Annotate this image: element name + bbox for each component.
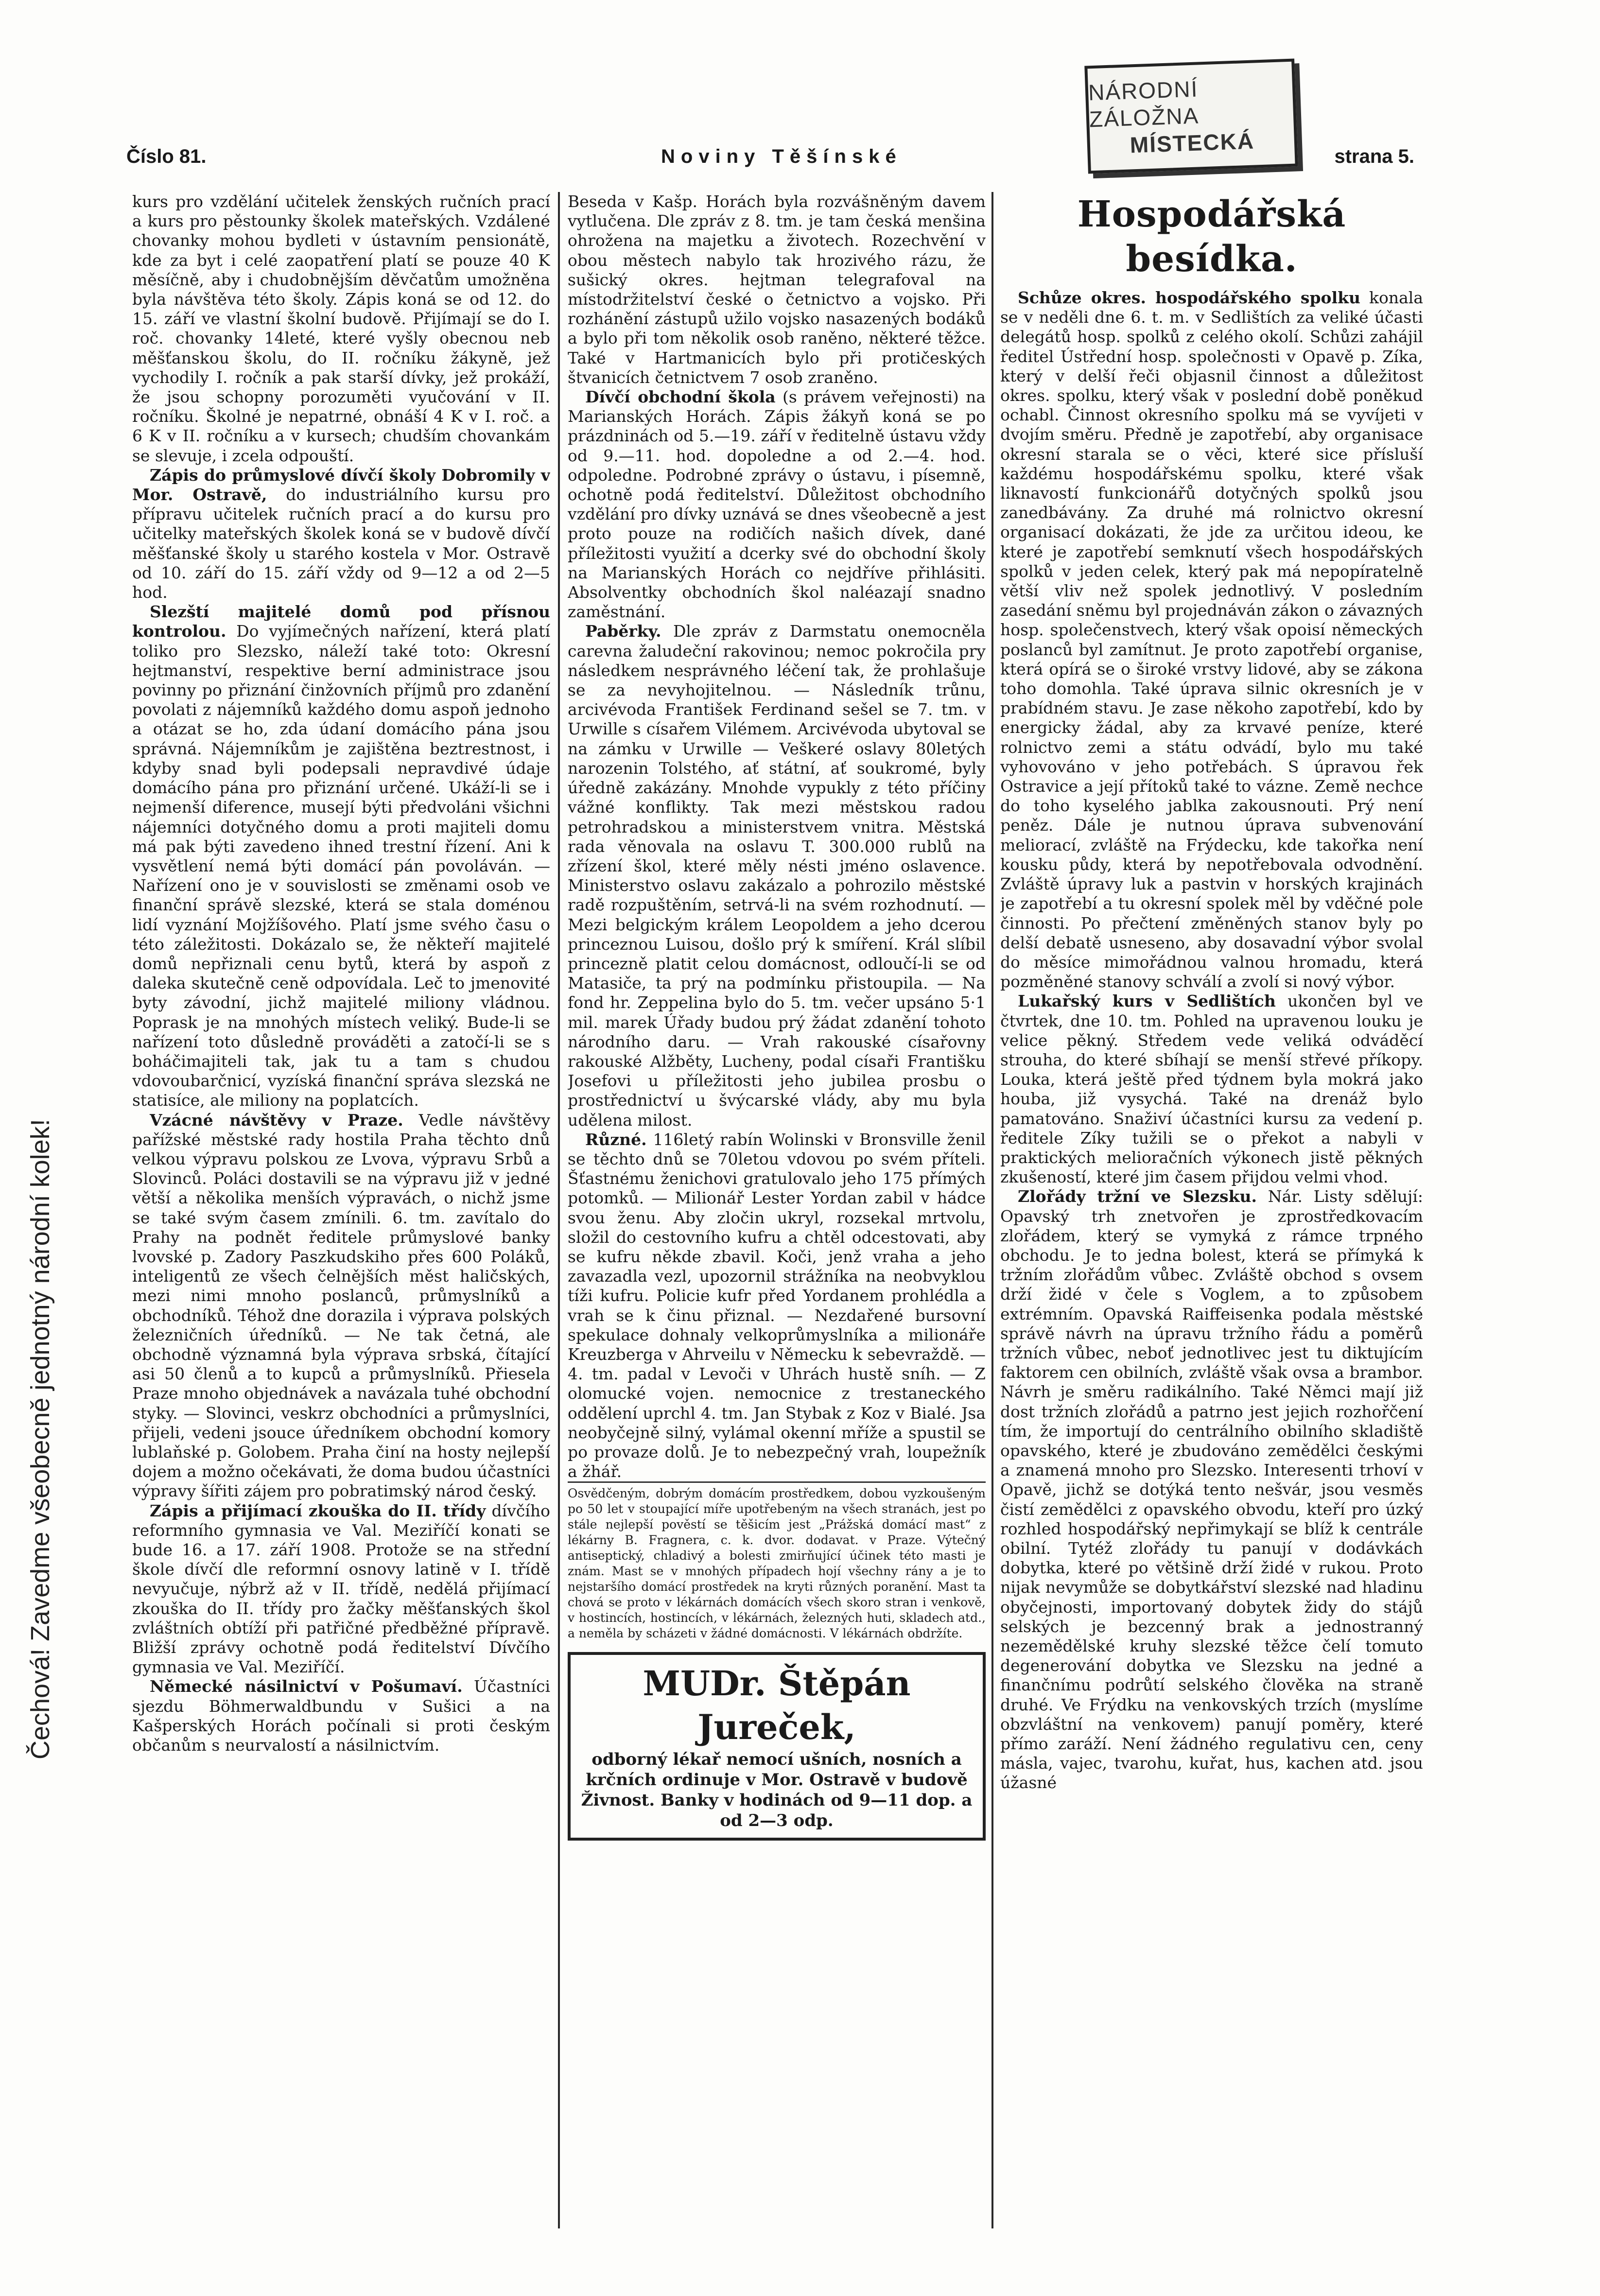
stamp-line-2: MÍSTECKÁ (1129, 128, 1255, 158)
article-paragraph: kurs pro vzdělání učitelek ženských ručních prací a kurs pro pěstounky školek mateřských. Vzdálené chovanky mohou bydleti v ústavním pensionátě, kde za byt i celé zaopatření platí se pouze 40 K měsíčně, aby i chudobnějším děvčatům umožněna byla návštěva této školy. Zápis koná se od 12. do 15. září ve vlastní školní budově. Přijímají se do I. roč. chovanky 14leté, které vyšly obecnou neb měšťanskou školu, do II. ročníku žákyně, jež vychodily I. ročník a pak starší dívky, jež prokáží, že jsou schopny porozuměti vyučování v II. ročníku. Školné je nepatrné, obnáší 4 K v I. roč. a 6 K v II. ročníku a v kursech; chudším chovankám se slevuje, i zcela odpouští. (132, 192, 550, 465)
article-paragraph: Vzácné návštěvy v Praze. Vedle návštěvy pařížské městské rady hostila Praha těchto dnů velkou výpravu polskou ze Lvova, výpravu Srbů a Slovinců. Poláci dostavili se na výpravu již v jedné větší a několika menších výpravách, o nichž jsme se také svým časem zmínili. 6. tm. zavítalo do Prahy na podnět ředitele průmyslové banky lvovské p. Zadory Paszkudskiho přes 600 Poláků, inteligentů ze všech čelnějších měst haličských, mezi nimi mnoho poslanců, průmyslníků a obchodníků. Téhož dne dorazila i výprava polských železničních úředníků. — Ne tak četná, ale obchodně významná byla výprava srbská, čítající asi 50 členů a to kupců a průmyslníků. Přiesela Praze mnoho objednávek a navázala tuhé obchodní styky. — Slovinci, veskrz obchodníci a průmyslníci, přijeli, vedeni jsouce úředníkem obchodní komory lublaňské p. Golobem. Praha činí na hosty nejlepší dojem a možno očekávati, že doma budou účastníci výpravy šířiti zájem pro pobratimský národ český. (132, 1110, 550, 1501)
margin-note-text: Čechová! Zavedme všeobecně jednotný národní kolek! (26, 1119, 55, 1759)
column-divider-2 (991, 192, 993, 2228)
article-heading: Zápis do průmyslové dívčí školy Dobromily v Mor. Ostravě, (132, 465, 550, 504)
article-paragraph: Schůze okres. hospodářského spolku konala se v neděli dne 6. t. m. v Sedlištích za veliké účasti delegátů hosp. spolků z celého okolí. Schůzi zahájil ředitel Ústřední hosp. společnosti v Opavě p. Zíka, který v delší řeči objasnil činnost a důležitost okres. spolku, který však v poslední době poněkud ochabl. Činnost okresního spolku má se vyvíjeti v dvojím směru. Předně je zapotřebí, aby organisace okresní starala se o věci, které sice přísluší každému hospodářskému spolku, které však liknavostí funkcionářů dotyčných spolků jsou zanedbávány. Za druhé má rolnictvo okresní organisací dokázati, že jde za určitou ideou, ke které je zapotřebí semknutí všech hospodářských spolků v jeden celek, který pak má nepopíratelně větší vliv než spolek jednotlivý. V posledním zasedání sněmu byl projednáván zákon o závazných hosp. společenstvech, který však opoisí německých poslanců byl zamítnut. Je proto zapotřebí organise, která opírá se o široké vrstvy lidové, aby se zákona toho domohla. Také úprava silnic okresních je v prabídném stavu. Je zase někoho zapotřebí, kdo by energicky žádal, aby za krvavé peníze, které rolnictvo zemi a státu odvádí, bylo mu také vyhovováno v jeho potřebách. S úpravou řek Ostravice a její přítoků také to vázne. Země nechce do toho kyselého jablka zakousnouti. Prý není peněz. Dále je nutnou úprava subvenování meliorací, zvláště na Frýdecku, kde takořka není kousku půdy, která by nepotřebovala odvodnění. Zvláště úpravy luk a pastvin v horských krajinách je zapotřebí a tu okresní spolek měl by vděčné pole činnosti. Po přečtení změněných stanov byly po delší debatě usneseno, aby dosavadní výbor svolal do měsíce mimořádnou valnou hromadu, která pozměněné stanovy schválí a zvolí si nový výbor. (1000, 288, 1423, 991)
article-paragraph: Německé násilnictví v Pošumaví. Účastníci sjezdu Böhmerwaldbundu v Sušici a na Kašperských Horách počínali si proti českým občanům s neurvalostí a násilnictvím. (132, 1677, 550, 1755)
article-paragraph: Zápis a přijímací zkouška do II. třídy dívčího reformního gymnasia ve Val. Meziříčí konati se bude 16. a 17. září 1908. Protože se na střední škole dívčí dle reformní osnovy latině v I. třídě nevyučuje, nýbrž až v II. třídě, nedělá přijímací zkouška do II. třídy pro žačky měšťanských škol zvláštních obtíží při patřičné předběžné přípravě. Bližší zprávy ochotně podá ředitelství Dívčího gymnasia ve Val. Meziříčí. (132, 1501, 550, 1677)
column-2 (568, 192, 986, 2224)
stamp-line-1: NÁRODNÍ ZÁLOŽNA (1088, 76, 1200, 132)
article-heading: Různé. (585, 1130, 647, 1149)
article-paragraph: Různé. 116letý rabín Wolinski v Bronsville ženil se těchto dnů se 70letou vdovou po svém příteli. Šťastnému ženichovi gratulovalo jeho 175 přímých potomků. — Milionář Lester Yordan zabil v hádce svou ženu. Aby zločin ukryl, rozsekal mrtvolu, složil do cestovního kufru a chtěl odcestovati, aby se kufru někde zbavil. Koči, jenž vraha a jeho zavazadla vezl, upozornil strážníka na neobvyklou tíži kufru. Policie kufr před Yordanem prohlédla a vrah se k činu přiznal. — Nezdařené bursovní spekulace dohnaly velkoprůmyslníka a milionáře Kreuzberga v Ahrveilu v Německu k sebevraždě. — 4. tm. padal v Levoči v Uhrách hustě sníh. — Z olomucké vojen. nemocnice z trestaneckého oddělení uprchl 4. tm. Jan Stybak z Koz v Bialé. Jsa neobyčejně silný, vylámal okenní mříže a spustil se po provaze dolů. Je to nebezpečný vrah, loupežník a žhář. (568, 1130, 986, 1481)
article-heading: Dívčí obchodní škola (585, 387, 776, 407)
article-heading: Německé násilnictví v Pošumaví. (150, 1677, 463, 1696)
margin-note (6, 399, 55, 1759)
column-1 (132, 192, 550, 2224)
article-paragraph: Zlořády tržní ve Slezsku. Nár. Listy sdělují: Opavský trh znetvořen je zprostředkovacím zlořádem, který se vymyká z rámce trpného obchodu. Je to jedna bolest, která se přímyká k tržním zlořádům vůbec. Zvláště obchod s ovsem drží židé v čele s Voglem, a to způsobem extrémním. Opavská Raiffeisenka podala městské správě návrh na úpravu tržního řádu a poměrů tržních vůbec, neboť jednotlivec jest tu diktujícím faktorem cen obilních, zvláště však ovsa a brambor. Návrh je směru radikálního. Také Němci mají již dost tržních zlořádů a patrno jest jejich rozhořčení tím, že importují do centrálního obilního skladiště opavského, které je zbudováno zemědělci českými a znamená mnoho pro Slezsko. Interesenti trhoví v Opavě, jichž se dotýká tento nešvár, jsou vesměs čistí zemědělci z opavského obvodu, kteří pro úzký rozhled hospodářský nepřimykají se blíž k centrále obilní. Tytéž zlořády tu panují v dodávkách dobytka, které po většině drží židé v rukou. Proto nijak nevymůže se dobytkářství slezské nad hladinu obyčejnosti, importovaný dobytek židy do stájů selských je bezcenný brak a jednostranný nezemědělské kruhy slezské těžce čelí tomuto degenerování dobytka ve Slezsku na jedné a finančnímu podrůtí selského člověka na straně druhé. Ve Frýdku na venkovských trzích (myslíme obzvláštní na venkovem) panují poměry, které přímo zaráží. Není žádného regulativu cen, ceny másla, vajec, tvarohu, kuřat, hus, kachen atd. jsou úžasné (1000, 1187, 1423, 1792)
article-heading: Slezští majitelé domů pod přísnou kontrolou. (132, 602, 550, 641)
section-title: Hospodářská besídka. (1077, 193, 1346, 280)
ad-doctor-name: MUDr. Štěpán Jureček, (643, 1663, 911, 1748)
issue-number: Číslo 81. (126, 146, 207, 167)
article-heading: Vzácné návštěvy v Praze. (150, 1110, 403, 1130)
article-heading: Zápis a přijímací zkouška do II. třídy (150, 1501, 486, 1520)
ad-doctor-text: odborný lékař nemocí ušních, nosních a krčních ordinuje v Mor. Ostravě v budově Živnost. Banky v hodinách od 9—11 dop. a od 2—3 odp. (581, 1750, 973, 1831)
article-paragraph: Lukařský kurs v Sedlištích ukončen byl ve čtvrtek, dne 10. tm. Pohled na upravenou louku je velice pěkný. Středem vede veliká odváděcí strouha, do které sbíhají se menší střevé příkopy. Louka, která ještě před týdnem byla mokrá jako houba, již vysychá. Také na drenáž bylo pamatováno. Snaživí účastníci kursu za vedení p. ředitele Zíky tužili se o překot a nabyli v praktických melioračních výkonech jistě pěkných zkušeností, které jim časem přijdou velmi vhod. (1000, 991, 1423, 1187)
advertisement-notice: Osvědčeným, dobrým domácím prostředkem, dobou vyzkoušeným po 50 let v stoupající míře upotřebeným na všech stranách, jest po stále nejlepší pověstí se těšicím jest „Prážská domácí mast“ z lékárny B. Fragnera, c. k. dvor. dodavat. v Praze. Výtečný antiseptický, chladivý a bolesti zmirňující účinek této masti je znám. Mast se v mnohých případech hojí všechny rány a je to nejstaršího domácí prostředek na kryti různých poranění. Mast ta chová se proto v lékárnách domácích všech skoro stran i venkově, v hostincích, hostincích, v lékárnách, železných huti, skladech atd., a neměla by scházeti v žádné domácnosti. V lékárnách obdržíte. (568, 1481, 986, 1641)
doctor-advertisement (568, 1652, 986, 1841)
article-paragraph: Beseda v Kašp. Horách byla rozvášněným davem vytlučena. Dle zpráv z 8. tm. je tam česká menšina ohrožena na majetku a životech. Rozechvění v obou městech nabylo tak hrozivého rázu, že sušický okres. hejtman telegrafoval na místodržitelství české o četnictvo a vojsko. Při rozhánění zástupů užilo vojsko nasazených bodáků a bylo při tom několik osob raněno, některé těžce. Také v Hartmanicích bylo při protičeských štvanicích četnictvem 7 osob zraněno. (568, 192, 986, 387)
article-heading: Zlořády tržní ve Slezsku. (1018, 1187, 1257, 1206)
article-paragraph: Slezští majitelé domů pod přísnou kontrolou. Do vyjímečných nařízení, která platí toliko pro Slezsko, náleží také toto: Okresní hejtmanství, respektive berní administrace jsou povinny po přiznání činžovních příjmů pro zdanění povolati z nájemníků každého domu aspoň jednoho a otázat se ho, zda údaní domácího pána jsou správná. Nájemníkům je zajištěna beztrestnost, i kdyby snad byli podepsali nepravdivé údaje domácího pána pro přiznání určené. Ukáží-li se i nejmenší diference, musejí býti předvoláni všichni nájemníci dotyčného domu a proti majiteli domu má pak býti zavedeno ihned trestní řízení. Ani k vysvětlení nemá býti domácí pán povoláván. — Nařízení ono je v souvislosti se změnami osob ve finanční správě slezské, která se stala doménou lidí vyznání Mojžíšového. Platí jsme svého času o této záležitosti. Dokázalo se, že někteří majitelé domů nepřiznali cenu bytů, která by aspoň z daleka skutečně ceně odpovídala. Leč to jmenovité byty závodní, jichž majitelé miliony vládnou. Poprask je na mnohých místech veliký. Bude-li se nařízení toto důsledně prováděti a zatočí-li se s boháčimajiteli tak, jak tu a tam s chudou vdovoubarčnicí, vyzíská finanční správa slezská ne statisíce, ale miliony na poplatcích. (132, 602, 550, 1110)
page-header (126, 146, 1414, 175)
article-heading: Lukařský kurs v Sedlištích (1018, 991, 1276, 1011)
article-heading: Paběrky. (585, 622, 661, 641)
newspaper-title: Noviny Těšínské (661, 146, 902, 167)
column-divider-1 (558, 192, 560, 2228)
article-paragraph: Zápis do průmyslové dívčí školy Dobromily v Mor. Ostravě, do industriálního kursu pro přípravu učitelek ručních prací a do kursu pro učitelky mateřských školek koná se v budově dívčí měšťanské školy u starého kostela v Mor. Ostravě od 10. září do 15. září vždy od 9—12 a od 2—5 hod. (132, 465, 550, 602)
article-heading: Schůze okres. hospodářského spolku (1018, 288, 1360, 307)
page-number: strana 5. (1334, 146, 1414, 167)
article-paragraph: Paběrky. Dle zpráv z Darmstatu onemocněla carevna žaludeční rakovinou; nemoc pokročila pry následkem nesprávného léčení tak, že prohlašuje se za nevyhojitelnou. — Následník trůnu, arcivévoda František Ferdinand sešel se 7. tm. v Urwille s císařem Vilémem. Arcivévoda ubytoval se na zámku v Urwille — Veškeré oslavy 80letých narozenin Tolstého, ať státní, ať soukromé, byly úředně zakázány. Mnohde vypukly z této příčiny vážné konflikty. Tak mezi městskou radou petrohradskou a ministerstvem vnitra. Městská rada věnovala na oslavu T. 300.000 rublů na zřízení škol, které měly nésti jméno oslavence. Ministerstvo oslavu zakázalo a pohrozilo městské radě rozpuštěním, setrvá-li na svém rozhodnutí. — Mezi belgickým králem Leopoldem a jeho dcerou princeznou Luisou, došlo prý k smíření. Král slíbil princezně platit celou domácnost, odloučí-li se od Matasiče, ta prý na podmínku přistoupila. — Na fond hr. Zeppelina bylo do 5. tm. večer upsáno 5·1 mil. marek Úřady budou prý žádat zdanění tohoto národního daru. — Vrah rakouské císařovny rakouské Alžběty, Lucheny, podal císaři Františku Josefovi u příležitosti jeho jubilea prosbu o prostřednictví u švýcarské vlády, aby mu byla udělena milost. (568, 622, 986, 1130)
column-3 (1000, 192, 1423, 2224)
article-paragraph: Dívčí obchodní škola (s právem veřejnosti) na Marianských Horách. Zápis žákyň koná se po prázdninách od 5.—19. září v ředitelně ústavu vždy od 9.—11. hod. dopoledne a od 2.—4. hod. odpoledne. Podrobné zprávy o ústavu, i písemně, ochotně podá ředitelství. Důležitost obchodního vzdělání pro dívky uznává se dnes všeobecně a jest proto pouze na rodičích našich dívek, dané příležitosti využití a dcerky své do obchodní školy na Marianských Horách co nejdříve přihlásiti. Absolventky obchodních škol naléazají snadno zaměstnání. (568, 387, 986, 622)
